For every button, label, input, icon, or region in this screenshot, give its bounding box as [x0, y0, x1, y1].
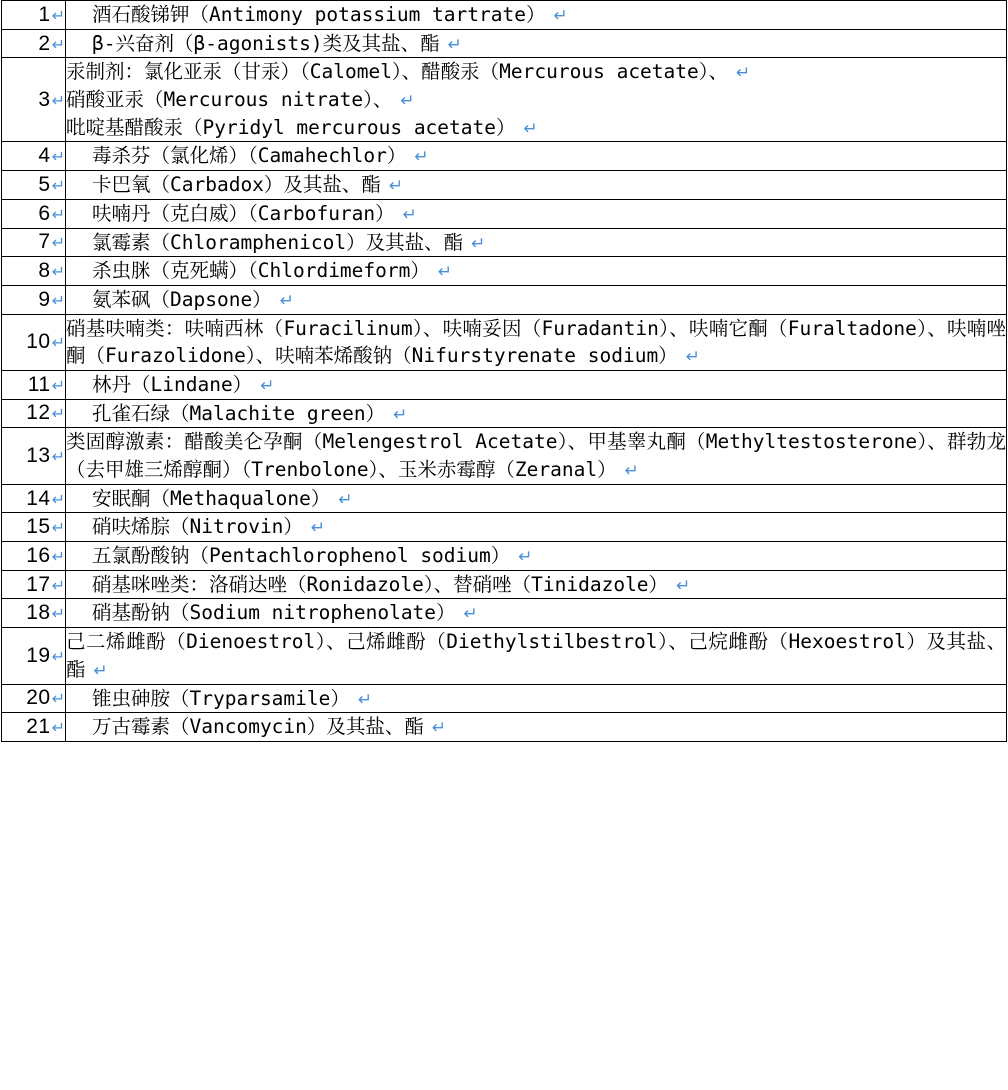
table-row	[2, 570, 1007, 599]
substance-cell	[66, 570, 1007, 599]
row-number: 13	[26, 444, 51, 467]
row-number: 14	[26, 486, 51, 510]
row-number-cell	[2, 570, 66, 599]
substance-line: 硝基酚钠（Sodium nitrophenolate）	[92, 601, 456, 625]
paragraph-mark-icon: ↵	[736, 63, 751, 84]
substance-line: 锥虫砷胺（Tryparsamile）	[92, 686, 350, 710]
table-row	[2, 1, 1007, 30]
paragraph-mark-icon: ↵	[447, 34, 462, 55]
substance-cell	[66, 684, 1007, 713]
substance-line: β-兴奋剂（β-agonists)类及其盐、酯	[92, 31, 440, 55]
paragraph-mark-icon: ↵	[414, 147, 429, 168]
row-number-cell	[2, 428, 66, 484]
paragraph-mark-icon: ↵	[51, 404, 65, 424]
substance-cell	[66, 428, 1007, 484]
substance-cell	[66, 599, 1007, 628]
substance-line: 米赤霉醇（Zeranal）	[417, 458, 617, 481]
paragraph-mark-icon: ↵	[437, 262, 453, 283]
substance-line: 酒石酸锑钾（Antimony potassium tartrate）	[92, 3, 546, 26]
substance-cell	[66, 314, 1007, 370]
substance-cell	[66, 58, 1007, 142]
substance-text	[66, 229, 1006, 257]
paragraph-mark-icon: ↵	[51, 646, 65, 666]
paragraph-mark-icon: ↵	[93, 660, 108, 681]
table-row	[2, 171, 1007, 200]
substance-line: （Nifurstyrenate sodium）	[392, 344, 678, 368]
substance-text	[66, 599, 1006, 627]
table-row	[2, 684, 1007, 713]
table-row	[2, 513, 1007, 542]
table-body	[2, 1, 1007, 742]
table-row	[2, 29, 1007, 58]
substance-text	[66, 315, 1006, 370]
substance-cell	[66, 142, 1007, 171]
substance-text	[66, 542, 1006, 570]
substance-line: 氯霉素（Chloramphenicol）及其盐、酯	[92, 230, 464, 254]
paragraph-mark-icon: ↵	[310, 518, 326, 539]
paragraph-mark-icon: ↵	[279, 290, 294, 311]
table-row	[2, 199, 1007, 228]
substance-line: 毒杀芬（氯化烯）（Camahechlor）	[92, 144, 407, 168]
row-number-cell	[2, 285, 66, 314]
row-number-cell	[2, 58, 66, 142]
row-number: 21	[26, 715, 51, 739]
paragraph-mark-icon: ↵	[402, 204, 417, 225]
paragraph-mark-icon: ↵	[51, 546, 65, 566]
substance-line: 五氯酚酸钠（Pentachlorophenol sodium）	[92, 544, 511, 568]
substance-text	[66, 142, 1006, 170]
paragraph-mark-icon: ↵	[51, 718, 65, 738]
substance-text	[66, 58, 1006, 141]
paragraph-mark-icon: ↵	[51, 575, 65, 595]
substance-cell	[66, 370, 1007, 399]
substance-line: 林丹（Lindane）	[92, 372, 253, 396]
substance-text	[66, 513, 1006, 541]
substance-text	[66, 286, 1006, 314]
table-row	[2, 285, 1007, 314]
substance-text	[66, 713, 1006, 741]
row-number: 6	[38, 201, 51, 225]
substance-text	[66, 628, 1006, 683]
substance-text	[66, 200, 1006, 228]
row-number: 1	[38, 2, 51, 26]
substance-line: 类固醇激素：醋酸美仑孕酮（Melengestrol Acetate）、甲基睾丸酮	[66, 430, 687, 454]
row-number: 8	[38, 259, 51, 283]
substance-line: 氨苯砜（Dapsone）	[92, 287, 272, 311]
substance-line: 卡巴氧（Carbadox）及其盐、酯	[92, 173, 381, 197]
row-number-cell	[2, 1, 66, 30]
paragraph-mark-icon: ↵	[338, 489, 353, 510]
substance-cell	[66, 228, 1007, 257]
substance-cell	[66, 285, 1007, 314]
substance-line: 它酮（Furaltadone）、呋喃唑酮（Furazolidone）、呋喃苯烯酸钠	[66, 316, 1006, 368]
substance-line: 杀虫脒（克死螨）（Chlordimeform）	[92, 259, 430, 283]
row-number-cell	[2, 684, 66, 713]
row-number: 7	[38, 230, 51, 254]
substance-cell	[66, 399, 1007, 428]
paragraph-mark-icon: ↵	[51, 375, 65, 395]
substance-text	[66, 171, 1006, 199]
table-row	[2, 399, 1007, 428]
paragraph-mark-icon: ↵	[400, 91, 415, 112]
substance-text	[66, 400, 1006, 428]
substance-text	[66, 485, 1006, 513]
paragraph-mark-icon: ↵	[51, 518, 65, 538]
substance-line: 孔雀石绿（Malachite green）	[92, 401, 386, 425]
row-number: 3	[38, 87, 51, 111]
paragraph-mark-icon: ↵	[463, 604, 478, 625]
row-number: 5	[38, 172, 51, 196]
paragraph-mark-icon: ↵	[260, 375, 275, 396]
row-number-cell	[2, 199, 66, 228]
substance-cell	[66, 171, 1007, 200]
substance-line: （Methyltestosterone）、群勃龙（去甲雄三烯醇酮）（Trenbolone）、玉	[66, 430, 1006, 481]
row-number-cell	[2, 257, 66, 286]
paragraph-mark-icon: ↵	[51, 204, 65, 224]
row-number-cell	[2, 628, 66, 684]
paragraph-mark-icon: ↵	[51, 147, 65, 167]
substance-text	[66, 30, 1006, 58]
table-row	[2, 142, 1007, 171]
row-number: 18	[26, 601, 51, 625]
paragraph-mark-icon: ↵	[388, 176, 404, 197]
row-number-cell	[2, 228, 66, 257]
row-number-cell	[2, 399, 66, 428]
paragraph-mark-icon: ↵	[51, 489, 65, 509]
paragraph-mark-icon: ↵	[51, 604, 65, 624]
substance-line: 呋喃丹（克白威）（Carbofuran）	[92, 201, 395, 225]
row-number: 10	[26, 330, 51, 354]
row-number-cell	[2, 599, 66, 628]
paragraph-mark-icon: ↵	[51, 90, 65, 110]
table-row	[2, 228, 1007, 257]
row-number: 15	[26, 515, 51, 539]
substance-line: 汞制剂：氯化亚汞（甘汞）（Calomel）、醋酸汞（Mercurous acetate）、	[66, 60, 729, 84]
row-number-cell	[2, 171, 66, 200]
paragraph-mark-icon: ↵	[51, 290, 65, 310]
row-number: 12	[26, 401, 51, 425]
substance-line: 万古霉素（Vancomycin）及其盐、酯	[92, 715, 424, 739]
substance-cell	[66, 513, 1007, 542]
row-number-cell	[2, 484, 66, 513]
paragraph-mark-icon: ↵	[51, 175, 65, 195]
table-row	[2, 628, 1007, 684]
row-number: 19	[26, 643, 51, 667]
substance-cell	[66, 199, 1007, 228]
table-row	[2, 370, 1007, 399]
row-number: 9	[38, 287, 51, 311]
substance-text	[66, 257, 1006, 285]
row-number: 20	[26, 686, 51, 710]
paragraph-mark-icon: ↵	[431, 718, 447, 739]
row-number: 16	[26, 543, 51, 567]
row-number-cell	[2, 542, 66, 571]
table-row	[2, 484, 1007, 513]
row-number: 11	[27, 372, 51, 396]
row-number: 4	[38, 144, 51, 168]
paragraph-mark-icon: ↵	[676, 575, 691, 596]
substance-line: 己二烯雌酚（Dienoestrol）、己烯雌酚（Diethylstilbestrol）、己烷雌	[66, 630, 749, 654]
paragraph-mark-icon: ↵	[51, 333, 65, 353]
paragraph-mark-icon: ↵	[471, 233, 486, 254]
paragraph-mark-icon: ↵	[51, 34, 65, 54]
paragraph-mark-icon: ↵	[685, 347, 700, 368]
substance-text	[66, 428, 1006, 483]
paragraph-mark-icon: ↵	[518, 547, 533, 568]
table-row	[2, 713, 1007, 742]
row-number-cell	[2, 713, 66, 742]
paragraph-mark-icon: ↵	[553, 6, 568, 26]
substance-line: 吡啶基醋酸汞（Pyridyl mercurous acetate）	[66, 115, 516, 139]
table-row	[2, 58, 1007, 142]
substance-cell	[66, 628, 1007, 684]
row-number-cell	[2, 142, 66, 171]
table-row	[2, 428, 1007, 484]
paragraph-mark-icon: ↵	[523, 118, 538, 139]
banned-substances-table	[1, 0, 1007, 742]
paragraph-mark-icon: ↵	[357, 689, 373, 710]
substance-cell	[66, 542, 1007, 571]
row-number: 2	[38, 31, 51, 55]
table-row	[2, 599, 1007, 628]
paragraph-mark-icon: ↵	[51, 5, 65, 25]
substance-line: 硝基呋喃类：呋喃西林（Furacilinum）、呋喃妥因（Furadantin）、呋喃	[66, 316, 729, 340]
substance-cell	[66, 1, 1007, 30]
substance-cell	[66, 29, 1007, 58]
substance-line: 硝呋烯腙（Nitrovin）	[92, 515, 303, 539]
substance-cell	[66, 257, 1007, 286]
substance-line: 硝酸亚汞（Mercurous nitrate）、	[66, 88, 393, 112]
substance-line: 硝基咪唑类：洛硝达唑（Ronidazole）、替硝唑（Tinidazole）	[92, 572, 669, 596]
substance-line: 安眠酮（Methaqualone）	[92, 486, 331, 510]
substance-text	[66, 685, 1006, 713]
paragraph-mark-icon: ↵	[51, 447, 65, 466]
paragraph-mark-icon: ↵	[51, 233, 65, 253]
row-number-cell	[2, 513, 66, 542]
paragraph-mark-icon: ↵	[51, 262, 65, 282]
paragraph-mark-icon: ↵	[393, 404, 408, 425]
substance-text	[66, 1, 1006, 29]
paragraph-mark-icon: ↵	[624, 461, 639, 481]
substance-cell	[66, 713, 1007, 742]
paragraph-mark-icon: ↵	[51, 689, 65, 709]
substance-cell	[66, 484, 1007, 513]
row-number-cell	[2, 370, 66, 399]
substance-text	[66, 571, 1006, 599]
table-row	[2, 314, 1007, 370]
substance-text	[66, 371, 1006, 399]
row-number-cell	[2, 29, 66, 58]
table-row	[2, 257, 1007, 286]
substance-line: 酚（Hexoestrol）及其盐、酯	[66, 630, 1006, 681]
table-row	[2, 542, 1007, 571]
row-number-cell	[2, 314, 66, 370]
row-number: 17	[26, 572, 51, 596]
